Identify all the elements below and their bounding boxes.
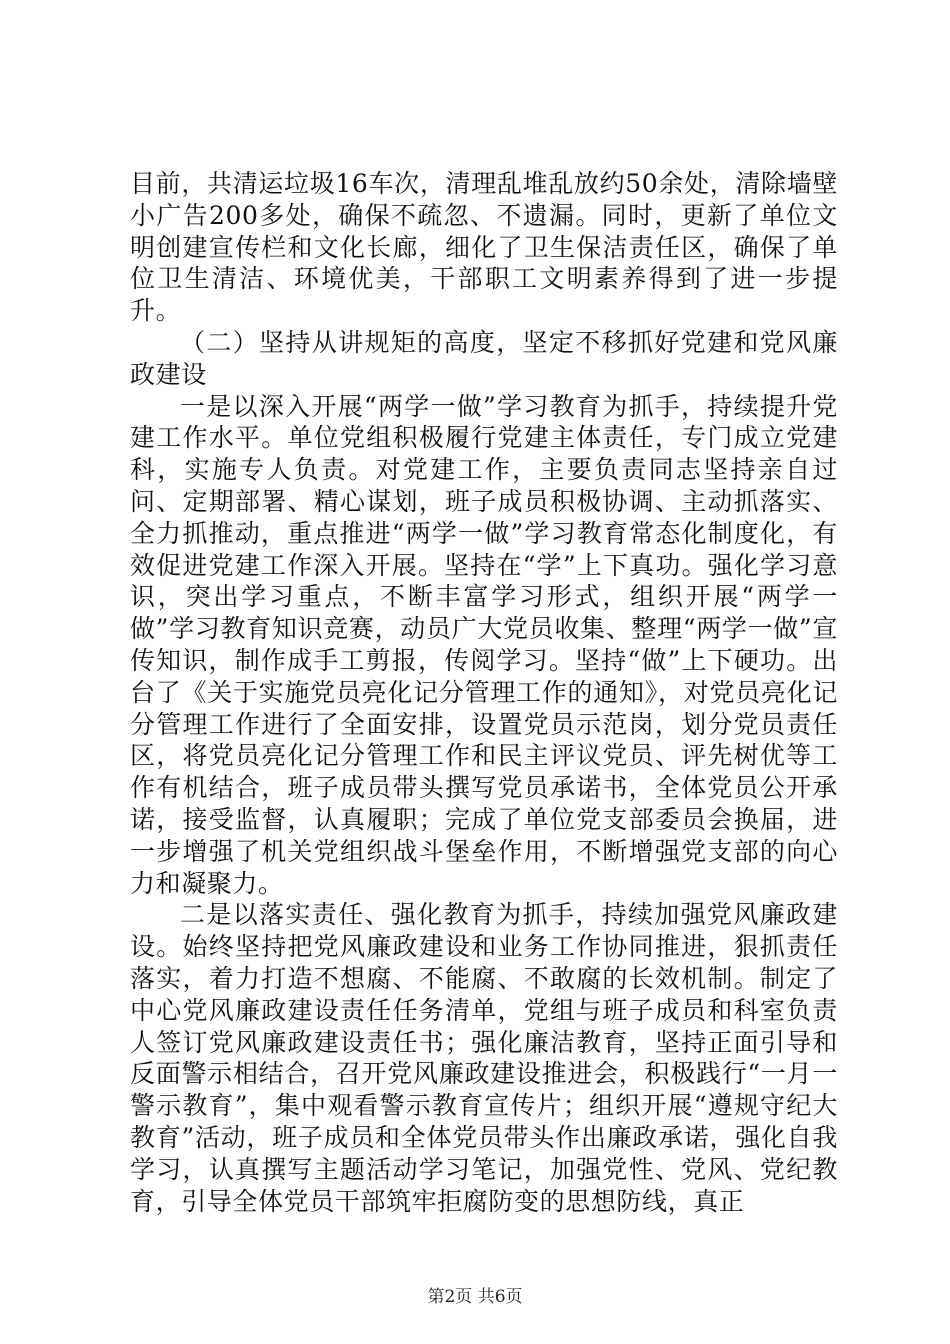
page-number-footer: 第2页 共6页 [427, 1287, 523, 1307]
paragraph-two-studies-one-action: 一是以深入开展“两学一做”学习教育为抓手，持续提升党建工作水平。单位党组积极履行党建主体责任，专门成立党建科，实施专人负责。对党建工作，主要负责同志坚持亲自过问、定期部署、精心谋划，班子成员积极协调、主动抓落实、全力抓推动，重点推进“两学一做”学习教育常态化制度化，有效促进党建工作深入开展。坚持在“学”上下真功。强化学习意识，突出学习重点，不断丰富学习形式，组织开展“两学一做”学习教育知识竞赛，动员广大党员收集、整理“两学一做”宣传知识，制作成手工剪报，传阅学习。坚持“做”上下硬功。出台了《关于实施党员亮化记分管理工作的通知》，对党员亮化记分管理工作进行了全面安排，设置党员示范岗，划分党员责任区，将党员亮化记分管理工作和民主评议党员、评先树优等工作有机结合，班子成员带头撰写党员承诺书，全体党员公开承诺，接受监督，认真履职；完成了单位党支部委员会换届，进一步增强了机关党组织战斗堡垒作用，不断增强党支部的向心力和凝聚力。 [130, 391, 838, 898]
paragraph-sanitation-results: 目前，共清运垃圾16车次，清理乱堆乱放约50余处，清除墙壁小广告200多处，确保不疏忽、不遗漏。同时，更新了单位文明创建宣传栏和文化长廊，细化了卫生保洁责任区，确保了单位卫生清洁、环境优美，干部职工文明素养得到了进一步提升。 [130, 169, 838, 326]
document-body [130, 168, 838, 1217]
paragraph-clean-governance: 二是以落实责任、强化教育为抓手，持续加强党风廉政建设。始终坚持把党风廉政建设和业务工作协同推进，狠抓责任落实，着力打造不想腐、不能腐、不敢腐的长效机制。制定了中心党风廉政建设责任任务清单，党组与班子成员和科室负责人签订党风廉政建设责任书；强化廉洁教育，坚持正面引导和反面警示相结合，召开党风廉政建设推进会，积极践行“一月一警示教育”，集中观看警示教育宣传片；组织开展“遵规守纪大教育”活动，班子成员和全体党员带头作出廉政承诺，强化自我学习，认真撰写主题活动学习笔记，加强党性、党风、党纪教育，引导全体党员干部筑牢拒腐防变的思想防线，真正 [130, 900, 838, 1216]
section-heading-party-building: （二）坚持从讲规矩的高度，坚定不移抓好党建和党风廉政建设 [130, 327, 838, 389]
